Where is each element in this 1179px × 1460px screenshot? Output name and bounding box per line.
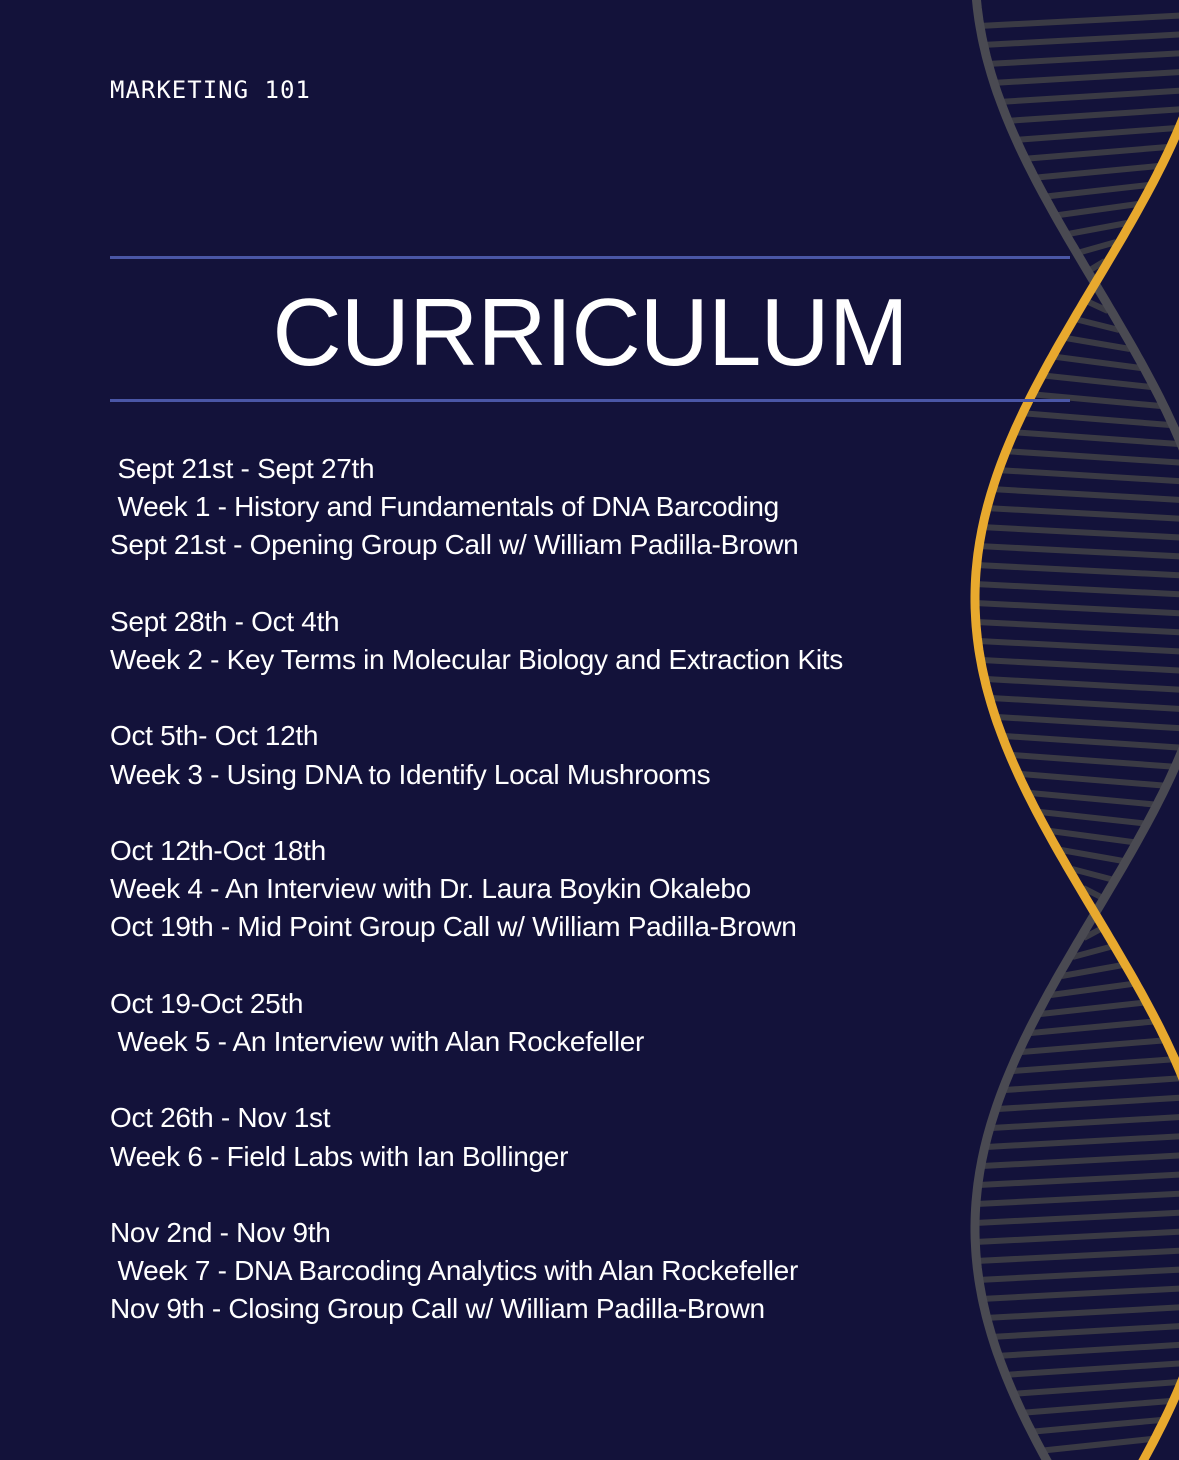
helix-rung — [1005, 1078, 1179, 1090]
helix-rung — [998, 90, 1179, 102]
course-label: MARKETING 101 — [110, 76, 311, 104]
schedule-line: Sept 21st - Sept 27th — [110, 453, 375, 484]
helix-rung — [982, 33, 1179, 45]
helix-rung — [1020, 413, 1170, 425]
helix-rung — [975, 584, 1179, 596]
helix-rung — [1062, 964, 1129, 976]
helix-rung — [1022, 147, 1167, 159]
schedule-line: Week 3 - Using DNA to Identify Local Mushrooms — [110, 758, 711, 790]
helix-rung — [976, 1192, 1179, 1204]
helix-rung — [1004, 736, 1179, 748]
helix-rung — [1038, 1439, 1151, 1451]
schedule-block-week-1 — [110, 450, 990, 565]
schedule-line: Week 4 - An Interview with Dr. Laura Boykin Okalebo — [110, 873, 751, 905]
helix-rung — [997, 717, 1179, 729]
helix-rung — [981, 527, 1179, 539]
helix-rung — [981, 1287, 1179, 1299]
page-title: CURRICULUM — [272, 279, 908, 386]
helix-rung — [1030, 793, 1160, 805]
schedule-line: Week 1 - History and Fundamentals of DNA Barcoding — [110, 491, 779, 523]
title-rule-top — [110, 256, 1070, 259]
helix-rung — [1014, 128, 1177, 140]
helix-rung — [1052, 204, 1138, 216]
schedule-line: Oct 19th - Mid Point Group Call w/ William Padilla-Brown — [110, 911, 797, 943]
helix-rung — [1050, 831, 1139, 843]
helix-rung — [976, 1249, 1179, 1261]
helix-rung — [996, 1344, 1179, 1356]
helix-rung — [1061, 850, 1129, 862]
helix-rung — [1021, 774, 1169, 786]
schedule-line: Sept 21st - Opening Group Call w/ William Padilla-Brown — [110, 529, 799, 561]
helix-rung — [992, 1116, 1179, 1128]
schedule-block-week-4 — [110, 832, 990, 947]
helix-rung — [1013, 1059, 1178, 1071]
helix-rung — [976, 565, 1179, 577]
schedule-block-week-3 — [110, 717, 990, 793]
helix-rung — [1031, 1021, 1160, 1033]
schedule-line: Week 5 - An Interview with Alan Rockefeller — [110, 1025, 645, 1057]
helix-rung — [990, 1325, 1179, 1337]
helix-rung — [1021, 1040, 1168, 1052]
helix-rung — [986, 679, 1179, 691]
helix-rung — [986, 1135, 1179, 1147]
helix-rung — [1051, 983, 1139, 995]
helix-rung — [991, 489, 1179, 501]
schedule-block-week-7 — [110, 1214, 990, 1329]
helix-rung — [978, 546, 1179, 558]
helix-rung — [979, 1173, 1179, 1185]
schedule-block-week-2 — [110, 603, 990, 679]
helix-rung — [1004, 451, 1179, 463]
helix-rung — [975, 1230, 1179, 1242]
schedule-block-week-5 — [110, 985, 990, 1061]
title-rule-bottom — [110, 399, 1070, 402]
helix-rung — [975, 1211, 1179, 1223]
schedule-line: Nov 9th - Closing Group Call w/ William Padilla-Brown — [110, 1293, 765, 1325]
helix-rung — [1006, 109, 1179, 121]
helix-rung — [1011, 432, 1178, 444]
helix-rung — [1012, 755, 1177, 767]
helix-rungs — [975, 14, 1179, 1451]
helix-rung — [1063, 223, 1127, 235]
helix-rung — [998, 1097, 1179, 1109]
schedule-line: Sept 28th - Oct 4th — [110, 605, 340, 637]
schedule-line: Oct 5th- Oct 12th — [110, 720, 319, 752]
helix-rung — [1032, 166, 1159, 178]
helix-rung — [987, 52, 1179, 64]
helix-rung — [1040, 812, 1150, 824]
helix-rung — [978, 641, 1179, 653]
helix-rung — [1011, 1382, 1179, 1394]
helix-rung — [976, 622, 1179, 634]
helix-rung — [1003, 1363, 1179, 1375]
helix-rung — [985, 508, 1179, 520]
helix-rung — [991, 698, 1179, 710]
schedule-line: Week 6 - Field Labs with Ian Bollinger — [110, 1140, 569, 1172]
schedule-line: Week 2 - Key Terms in Molecular Biology and Extraction Kits — [110, 644, 843, 675]
schedule-line: Nov 2nd - Nov 9th — [110, 1216, 331, 1248]
helix-rung — [1060, 337, 1130, 349]
helix-rung — [997, 470, 1179, 482]
schedule-list — [110, 450, 990, 1367]
schedule-line: Oct 26th - Nov 1st — [110, 1102, 331, 1134]
schedule-line: Oct 12th-Oct 18th — [110, 834, 326, 866]
helix-rung — [985, 1306, 1179, 1318]
helix-rung — [982, 1154, 1179, 1166]
helix-rung — [1029, 1420, 1162, 1432]
helix-rung — [975, 603, 1179, 615]
schedule-block-week-6 — [110, 1099, 990, 1175]
helix-rung — [1041, 1002, 1150, 1014]
helix-rung — [992, 71, 1179, 83]
helix-rung — [979, 14, 1179, 26]
helix-rung — [1019, 1401, 1170, 1413]
helix-rung — [1042, 185, 1149, 197]
helix-rung — [978, 1268, 1179, 1280]
helix-rung — [982, 660, 1179, 672]
schedule-line: Week 7 - DNA Barcoding Analytics with Alan Rockefeller — [110, 1255, 798, 1287]
schedule-line: Oct 19-Oct 25th — [110, 987, 304, 1019]
